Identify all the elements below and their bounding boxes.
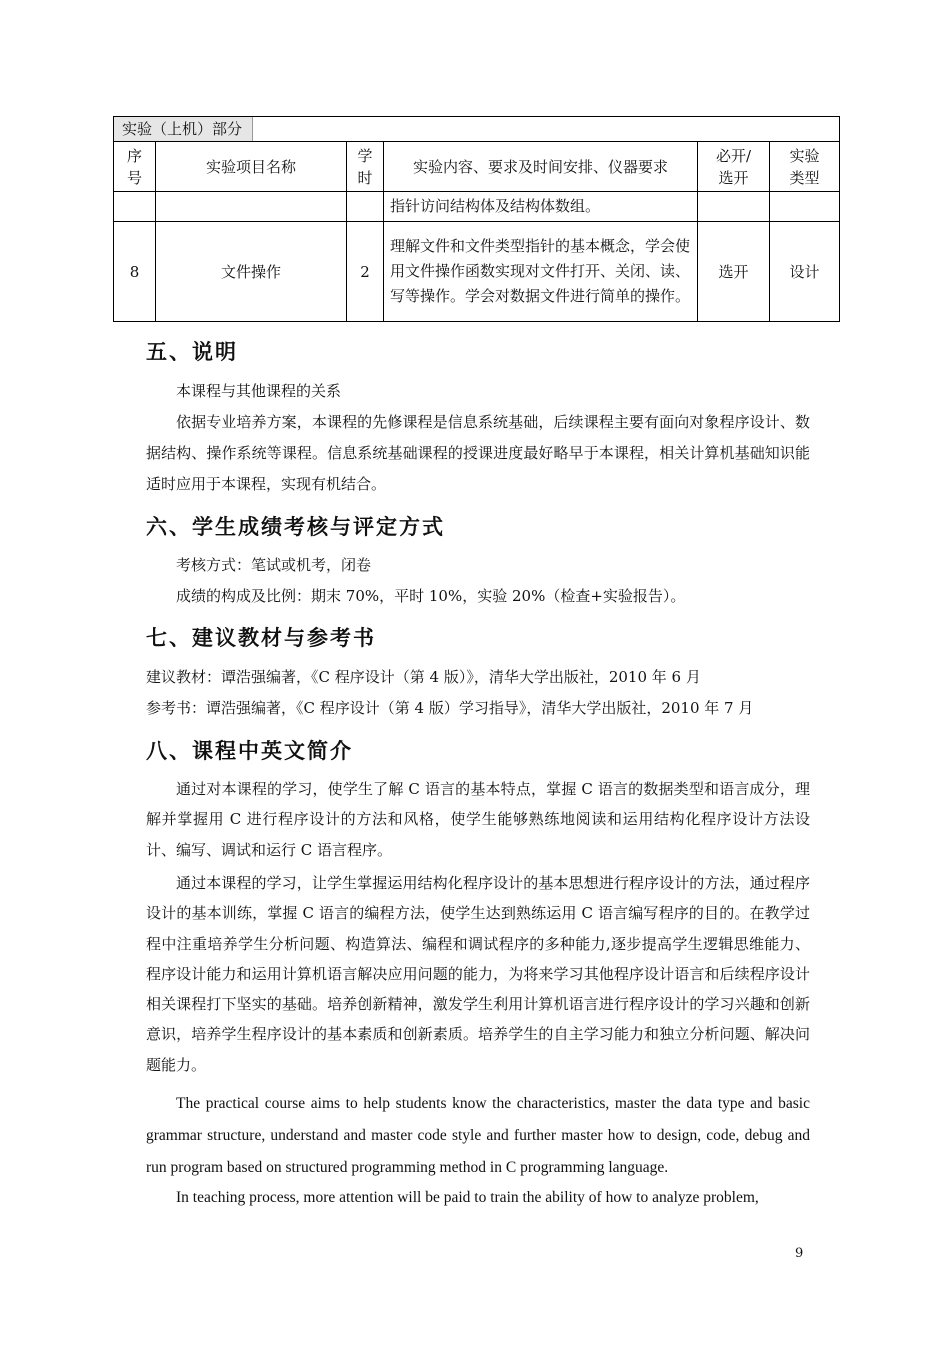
cell-content: 理解文件和文件类型指针的基本概念，学会使用文件操作函数实现对文件打开、关闭、读、写等操作。学会对数据文件进行简单的操作。 (384, 222, 698, 322)
cell-hours (347, 192, 384, 222)
cell-content: 指针访问结构体及结构体数组。 (384, 192, 698, 222)
cell-hours: 2 (347, 222, 384, 322)
section7-reference: 参考书：谭浩强编著，《C 程序设计（第 4 版）学习指导》，清华大学出版社，2010 年 7 月 (146, 699, 754, 717)
table-caption: 实验（上机）部分 (114, 117, 253, 141)
header-required: 必开/ 选开 (698, 142, 770, 192)
section8-paragraph-2: 通过本课程的学习，让学生掌握运用结构化程序设计的基本思想进行程序设计的方法，通过程序设计的基本训练，掌握 C 语言的编程方法，使学生达到熟练运用 C 语言编写程序的目的。在教学过程中注重培养学生分析问题、构造算法、编程和调试程序的多种能力,逐步提高学生逻辑思维能力、程序设计能力和运用计算机语言解决应用问题的能力，为将来学习其他程序设计语言和后续程序设计相关课程打下坚实的基础。培养创新精神，激发学生利用计算机语言进行程序设计的学习兴趣和创新意识，培养学生程序设计的基本素质和创新素质。培养学生的自主学习能力和独立分析问题、解决问题能力。 (146, 874, 810, 1074)
section8-english-paragraph-2: In teaching process, more attention will be paid to train the ability of how to analyze problem, (176, 1189, 759, 1206)
cell-name (156, 192, 347, 222)
table-caption-cell (114, 117, 840, 142)
section5-paragraph-1: 本课程与其他课程的关系 (176, 382, 342, 400)
section-heading-7: 七、建议教材与参考书 (146, 625, 376, 650)
table-header-row (114, 142, 840, 192)
section8-english-paragraph-1: The practical course aims to help students know the characteristics, master the data type and basic grammar structure, understand and master code style and further master how to design, code, debug and run program based on structured programming method in C programming language. (146, 1095, 810, 1176)
cell-no: 8 (114, 222, 156, 322)
header-no: 序 号 (114, 142, 156, 192)
cell-type: 设计 (770, 222, 840, 322)
cell-no (114, 192, 156, 222)
section6-paragraph-1: 考核方式：笔试或机考，闭卷 (176, 556, 372, 574)
cell-name: 文件操作 (156, 222, 347, 322)
cell-required: 选开 (698, 222, 770, 322)
section7-textbook: 建议教材：谭浩强编著，《C 程序设计（第 4 版）》，清华大学出版社，2010 年 6 月 (146, 668, 701, 686)
experiment-table (113, 116, 840, 322)
section-heading-5: 五、说明 (146, 339, 238, 364)
header-hours: 学 时 (347, 142, 384, 192)
header-content: 实验内容、要求及时间安排、仪器要求 (384, 142, 698, 192)
table-row (114, 192, 840, 222)
cell-required (698, 192, 770, 222)
header-type: 实验 类型 (770, 142, 840, 192)
cell-type (770, 192, 840, 222)
section5-paragraph-2: 依据专业培养方案，本课程的先修课程是信息系统基础，后续课程主要有面向对象程序设计、数据结构、操作系统等课程。信息系统基础课程的授课进度最好略早于本课程，相关计算机基础知识能适时应用于本课程，实现有机结合。 (146, 413, 810, 493)
section6-paragraph-2: 成绩的构成及比例：期末 70%，平时 10%，实验 20%（检查+实验报告）。 (176, 587, 686, 605)
table-row (114, 222, 840, 322)
section-heading-8: 八、课程中英文简介 (146, 738, 353, 763)
section8-paragraph-1: 通过对本课程的学习，使学生了解 C 语言的基本特点，掌握 C 语言的数据类型和语言成分，理解并掌握用 C 进行程序设计的方法和风格，使学生能够熟练地阅读和运用结构化程序设计方法设计、编写、调试和运行 C 语言程序。 (146, 780, 810, 859)
page-number: 9 (795, 1246, 804, 1261)
header-name: 实验项目名称 (156, 142, 347, 192)
section-heading-6: 六、学生成绩考核与评定方式 (146, 514, 445, 539)
